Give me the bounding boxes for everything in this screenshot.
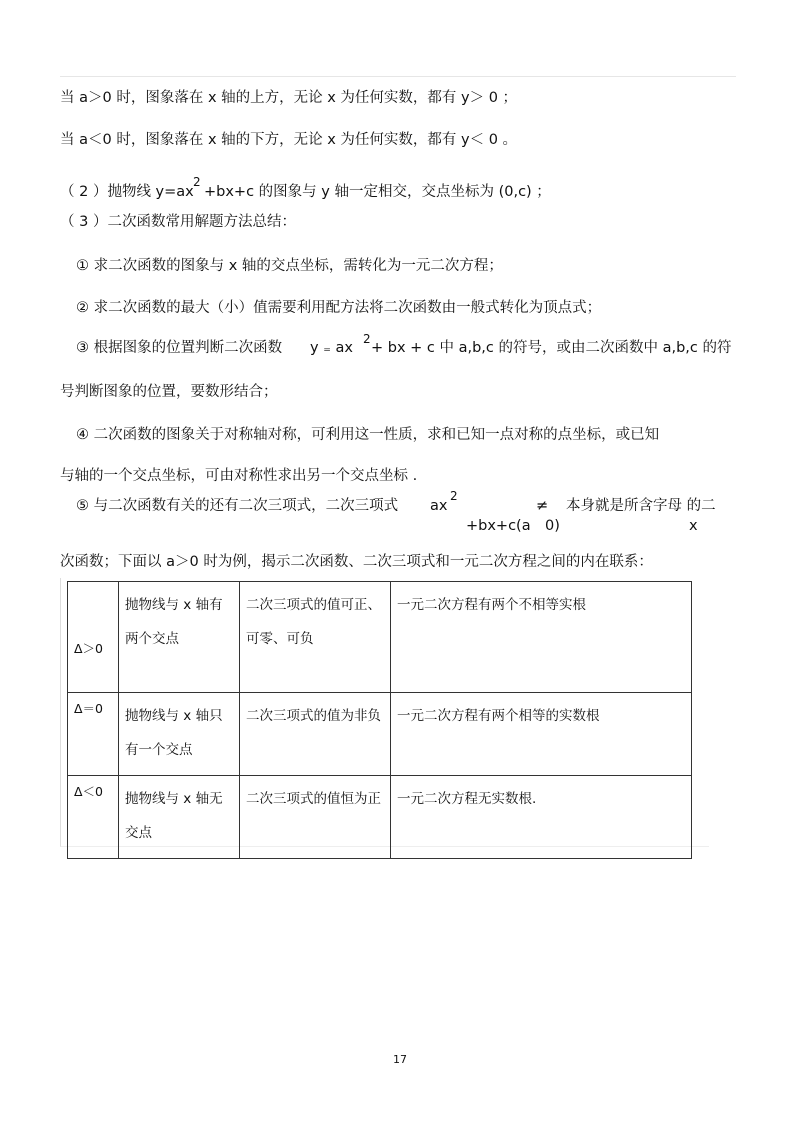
formula-zero: 0): [545, 518, 560, 534]
not-equal-sign: ≠: [536, 498, 549, 514]
text-method-3-continued: 号判断图象的位置，要数形结合；: [60, 384, 278, 400]
comparison-table: [67, 581, 692, 859]
formula-ax: ax: [430, 498, 448, 514]
trinomial-cell: 二次三项式的值可正、可零、可负: [240, 582, 391, 693]
table-row: [68, 776, 692, 859]
parabola-cell: 抛物线与 x 轴无交点: [119, 776, 240, 859]
delta-cell: Δ＜0: [68, 776, 119, 859]
text-method-1: ① 求二次函数的图象与 x 轴的交点坐标，需转化为一元二次方程；: [76, 258, 503, 274]
trinomial-cell: 二次三项式的值恒为正: [240, 776, 391, 859]
parabola-cell: 抛物线与 x 轴只有一个交点: [119, 693, 240, 776]
text-line-2-start: （ 2 ）抛物线 y=ax: [60, 184, 194, 200]
equation-cell: 一元二次方程有两个相等的实数根: [391, 693, 692, 776]
formula-y: y ₌ ax: [310, 340, 353, 356]
formula-bx-c: +bx+c(a: [466, 518, 531, 534]
text-method-3-end: + bx + c 中 a,b,c 的符号，或由二次函数中 a,b,c 的符: [371, 340, 732, 356]
trinomial-cell: 二次三项式的值为非负: [240, 693, 391, 776]
text-intro-table: 次函数；下面以 a＞0 时为例，揭示二次函数、二次三项式和一元二次方程之间的内在联系：: [60, 554, 653, 570]
text-method-4: ④ 二次函数的图象关于对称轴对称，可利用这一性质，求和已知一点对称的点坐标，或已知: [76, 427, 660, 443]
text-method-2: ② 求二次函数的最大（小）值需要利用配方法将二次函数由一般式转化为顶点式；: [76, 300, 602, 316]
table-row: [68, 693, 692, 776]
page-number: 17: [393, 1053, 407, 1066]
table-row: [68, 582, 692, 693]
text-line-a-negative: 当 a＜0 时，图象落在 x 轴的下方，无论 x 为任何实数，都有 y＜ 0 。: [60, 132, 518, 148]
formula-superscript-2: 2: [363, 332, 371, 346]
parabola-cell: 抛物线与 x 轴有两个交点: [119, 582, 240, 693]
equation-cell: 一元二次方程无实数根.: [391, 776, 692, 859]
formula-ax-superscript: 2: [450, 489, 458, 503]
text-method-5-end: 本身就是所含字母 的二: [566, 498, 716, 514]
text-method-3-start: ③ 根据图象的位置判断二次函数: [76, 340, 283, 356]
text-method-5-start: ⑤ 与二次函数有关的还有二次三项式，二次三项式: [76, 498, 399, 514]
delta-cell: Δ＞0: [68, 582, 119, 693]
text-line-3-heading: （ 3 ）二次函数常用解题方法总结：: [60, 214, 296, 230]
delta-cell: Δ＝0: [68, 693, 119, 776]
equation-cell: 一元二次方程有两个不相等实根: [391, 582, 692, 693]
top-rule: [60, 76, 736, 77]
formula-x: x: [689, 518, 698, 534]
superscript-2: 2: [193, 175, 201, 189]
text-method-4-continued: 与轴的一个交点坐标，可由对称性求出另一个交点坐标 .: [60, 468, 418, 484]
text-line-2-end: +bx+c 的图象与 y 轴一定相交，交点坐标为 (0,c) ；: [204, 184, 551, 200]
text-line-a-positive: 当 a＞0 时，图象落在 x 轴的上方，无论 x 为任何实数，都有 y＞ 0 ；: [60, 90, 518, 106]
